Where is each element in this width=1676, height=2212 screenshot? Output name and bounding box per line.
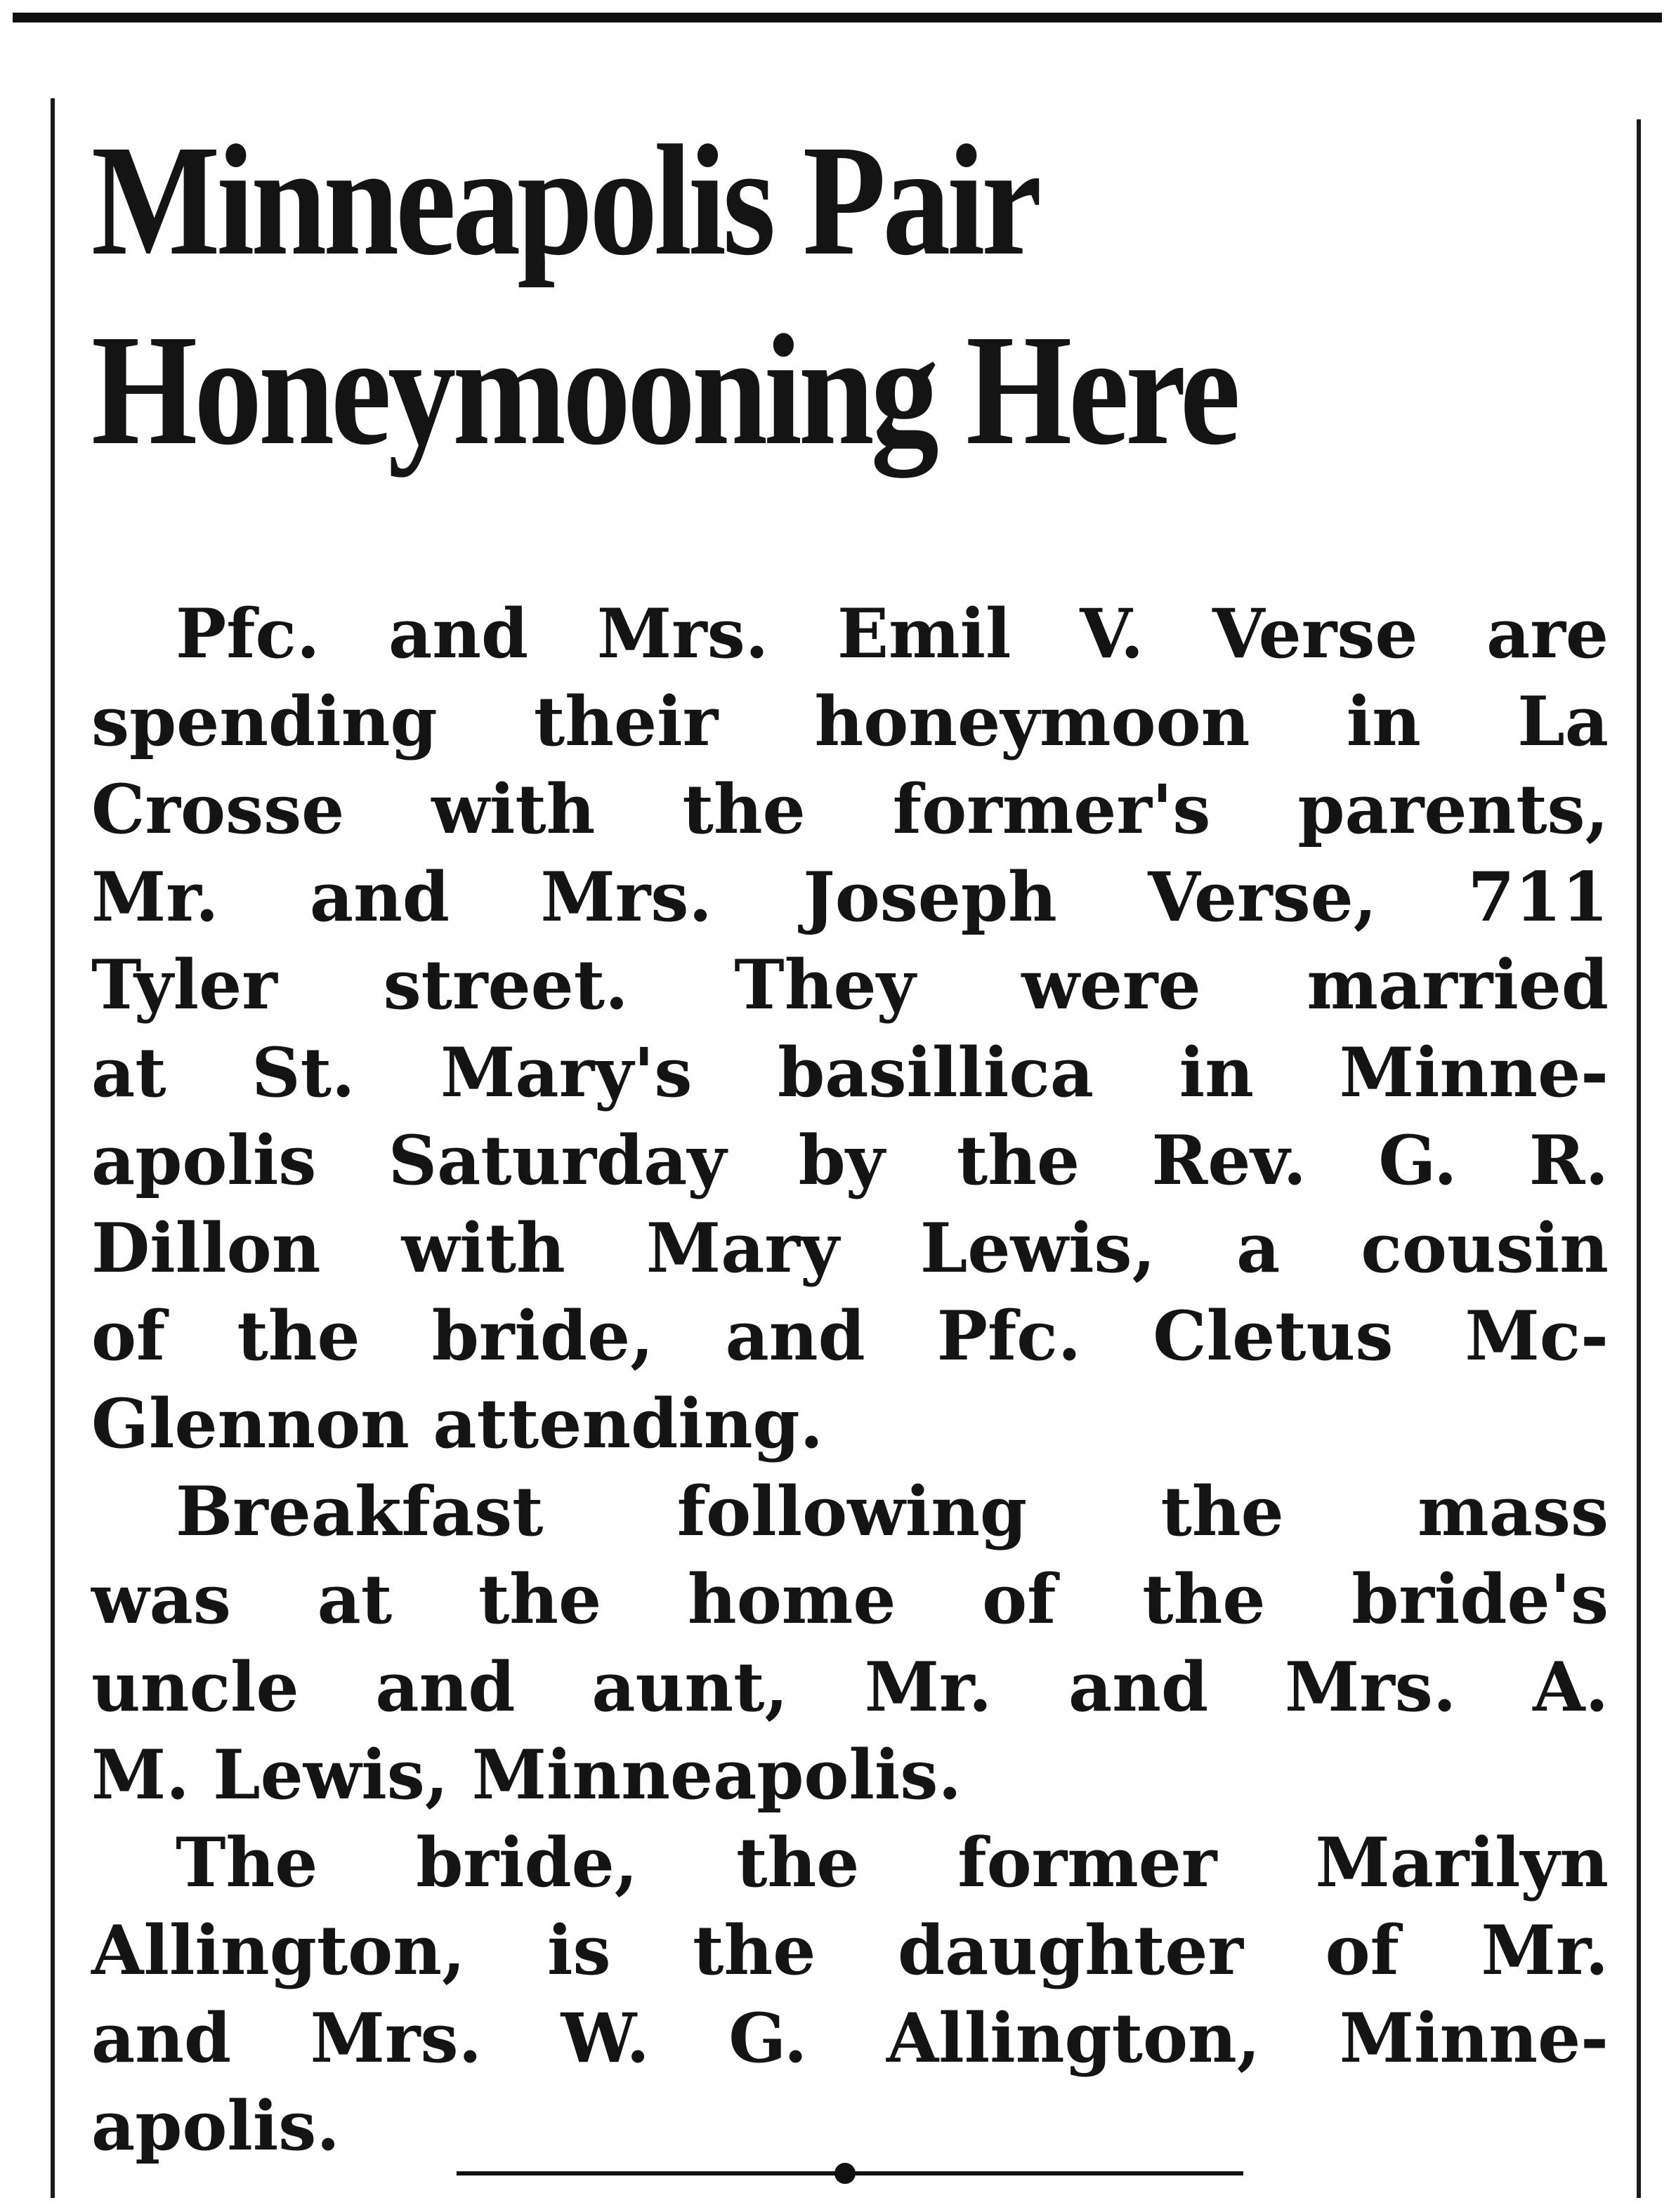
end-rule-dot bbox=[834, 2163, 856, 2184]
right-column-rule bbox=[1637, 119, 1641, 2198]
headline-line-2: Honeymooning Here bbox=[91, 302, 1237, 478]
end-of-article-rule bbox=[457, 2163, 1243, 2184]
text-line: and Mrs. W. G. Allington, Minne- bbox=[91, 1999, 1609, 2078]
article-body bbox=[91, 590, 1609, 2170]
text-line: uncle and aunt, Mr. and Mrs. A. bbox=[91, 1647, 1609, 1727]
paragraph-2 bbox=[91, 1468, 1609, 1819]
text-line: spending their honeymoon in La bbox=[91, 682, 1609, 761]
text-line: Breakfast following the mass bbox=[176, 1472, 1609, 1551]
text-line: apolis Saturday by the Rev. G. R. bbox=[91, 1121, 1609, 1200]
text-line: of the bride, and Pfc. Cletus Mc- bbox=[91, 1296, 1609, 1376]
text-line: Glennon attending. bbox=[91, 1384, 824, 1463]
article bbox=[91, 105, 1609, 2170]
text-line: was at the home of the bride's bbox=[91, 1560, 1609, 1639]
paragraph-3 bbox=[91, 1819, 1609, 2170]
text-line: Mr. and Mrs. Joseph Verse, 711 bbox=[91, 857, 1609, 937]
text-line: Pfc. and Mrs. Emil V. Verse are bbox=[176, 594, 1609, 673]
text-line: The bride, the former Marilyn bbox=[176, 1823, 1609, 1902]
text-line: Crosse with the former's parents, bbox=[91, 770, 1609, 849]
left-column-rule bbox=[51, 98, 55, 2198]
headline-line-1: Minneapolis Pair bbox=[91, 112, 1039, 288]
text-line: Allington, is the daughter of Mr. bbox=[91, 1911, 1609, 1990]
text-line: at St. Mary's basillica in Minne- bbox=[91, 1033, 1609, 1112]
top-border-rule bbox=[13, 13, 1662, 22]
text-line: Dillon with Mary Lewis, a cousin bbox=[91, 1209, 1609, 1288]
headline bbox=[91, 105, 1608, 485]
paragraph-1 bbox=[91, 590, 1609, 1468]
text-line: apolis. bbox=[91, 2086, 340, 2166]
text-line: M. Lewis, Minneapolis. bbox=[91, 1735, 962, 1815]
text-line: Tyler street. They were married bbox=[91, 945, 1609, 1025]
